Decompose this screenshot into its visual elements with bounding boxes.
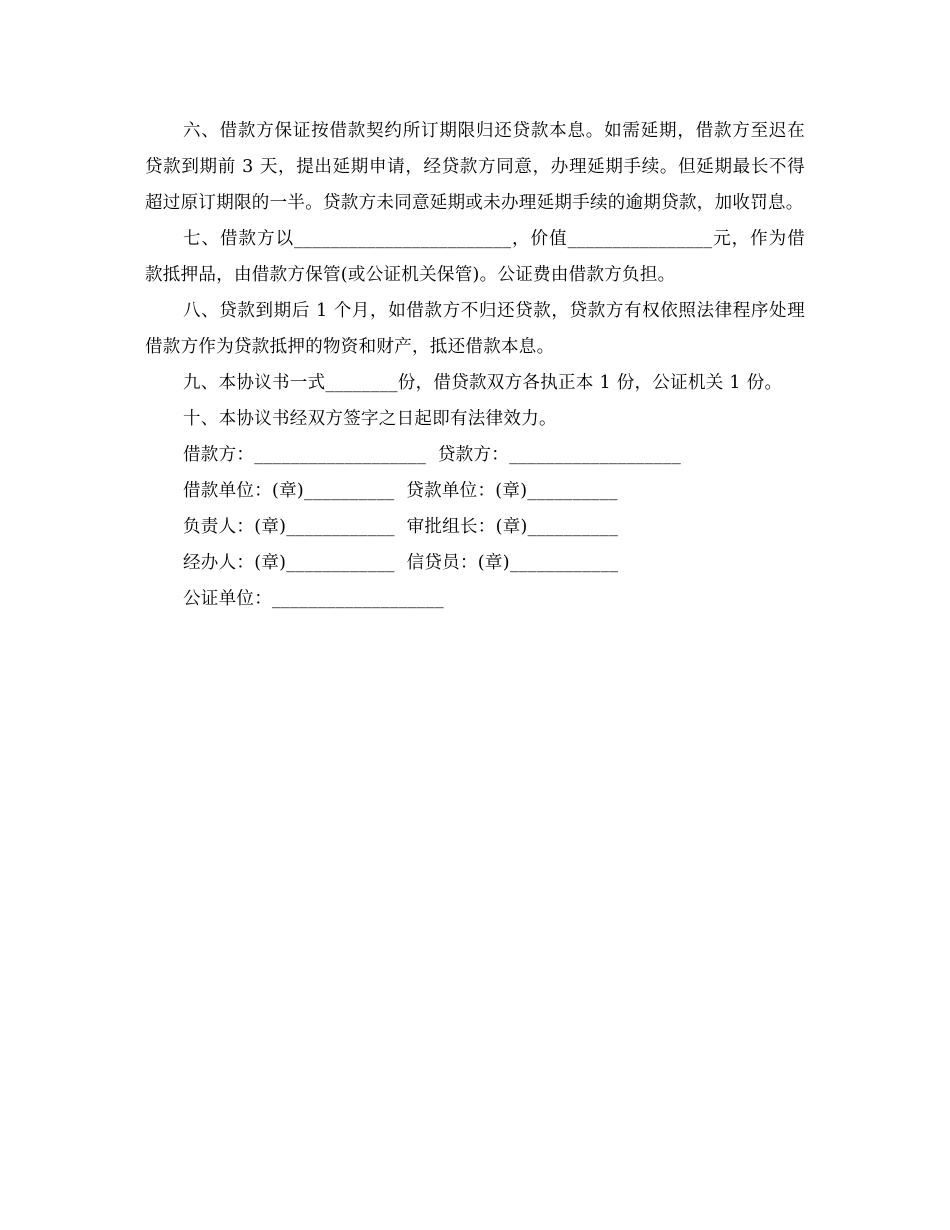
signature-line-units: 借款单位：(章)__________ 贷款单位：(章)__________ bbox=[183, 481, 618, 501]
signature-line-handler: 经办人：(章)____________ 信贷员：(章)____________ bbox=[183, 553, 619, 573]
document-body bbox=[145, 113, 805, 617]
clause-8: 八、贷款到期后 1 个月，如借款方不归还贷款，贷款方有权依照法律程序处理借款方作为贷款抵押的物资和财产，抵还借款本息。 bbox=[145, 301, 805, 357]
signature-line-notary: 公证单位：___________________ bbox=[183, 589, 444, 609]
clause-6: 六、借款方保证按借款契约所订期限归还贷款本息。如需延期，借款方至迟在贷款到期前 3 天，提出延期申请，经贷款方同意，办理延期手续。但延期最长不得超过原订期限的一半。贷款方未同意延期或未办理延期手续的逾期贷款，加收罚息。 bbox=[145, 121, 805, 213]
signature-block bbox=[145, 437, 805, 617]
clause-10: 十、本协议书经双方签字之日起即有法律效力。 bbox=[183, 409, 557, 429]
clause-7: 七、借款方以________________________，价值________________元，作为借款抵押品，由借款方保管(或公证机关保管)。公证费由借款方负担。 bbox=[145, 229, 805, 285]
signature-line-responsible: 负责人：(章)____________ 审批组长：(章)__________ bbox=[183, 517, 619, 537]
signature-line-parties: 借款方：___________________ 贷款方：___________________ bbox=[183, 445, 682, 465]
clause-9: 九、本协议书一式________份，借贷款双方各执正本 1 份，公证机关 1 份。 bbox=[183, 373, 783, 393]
